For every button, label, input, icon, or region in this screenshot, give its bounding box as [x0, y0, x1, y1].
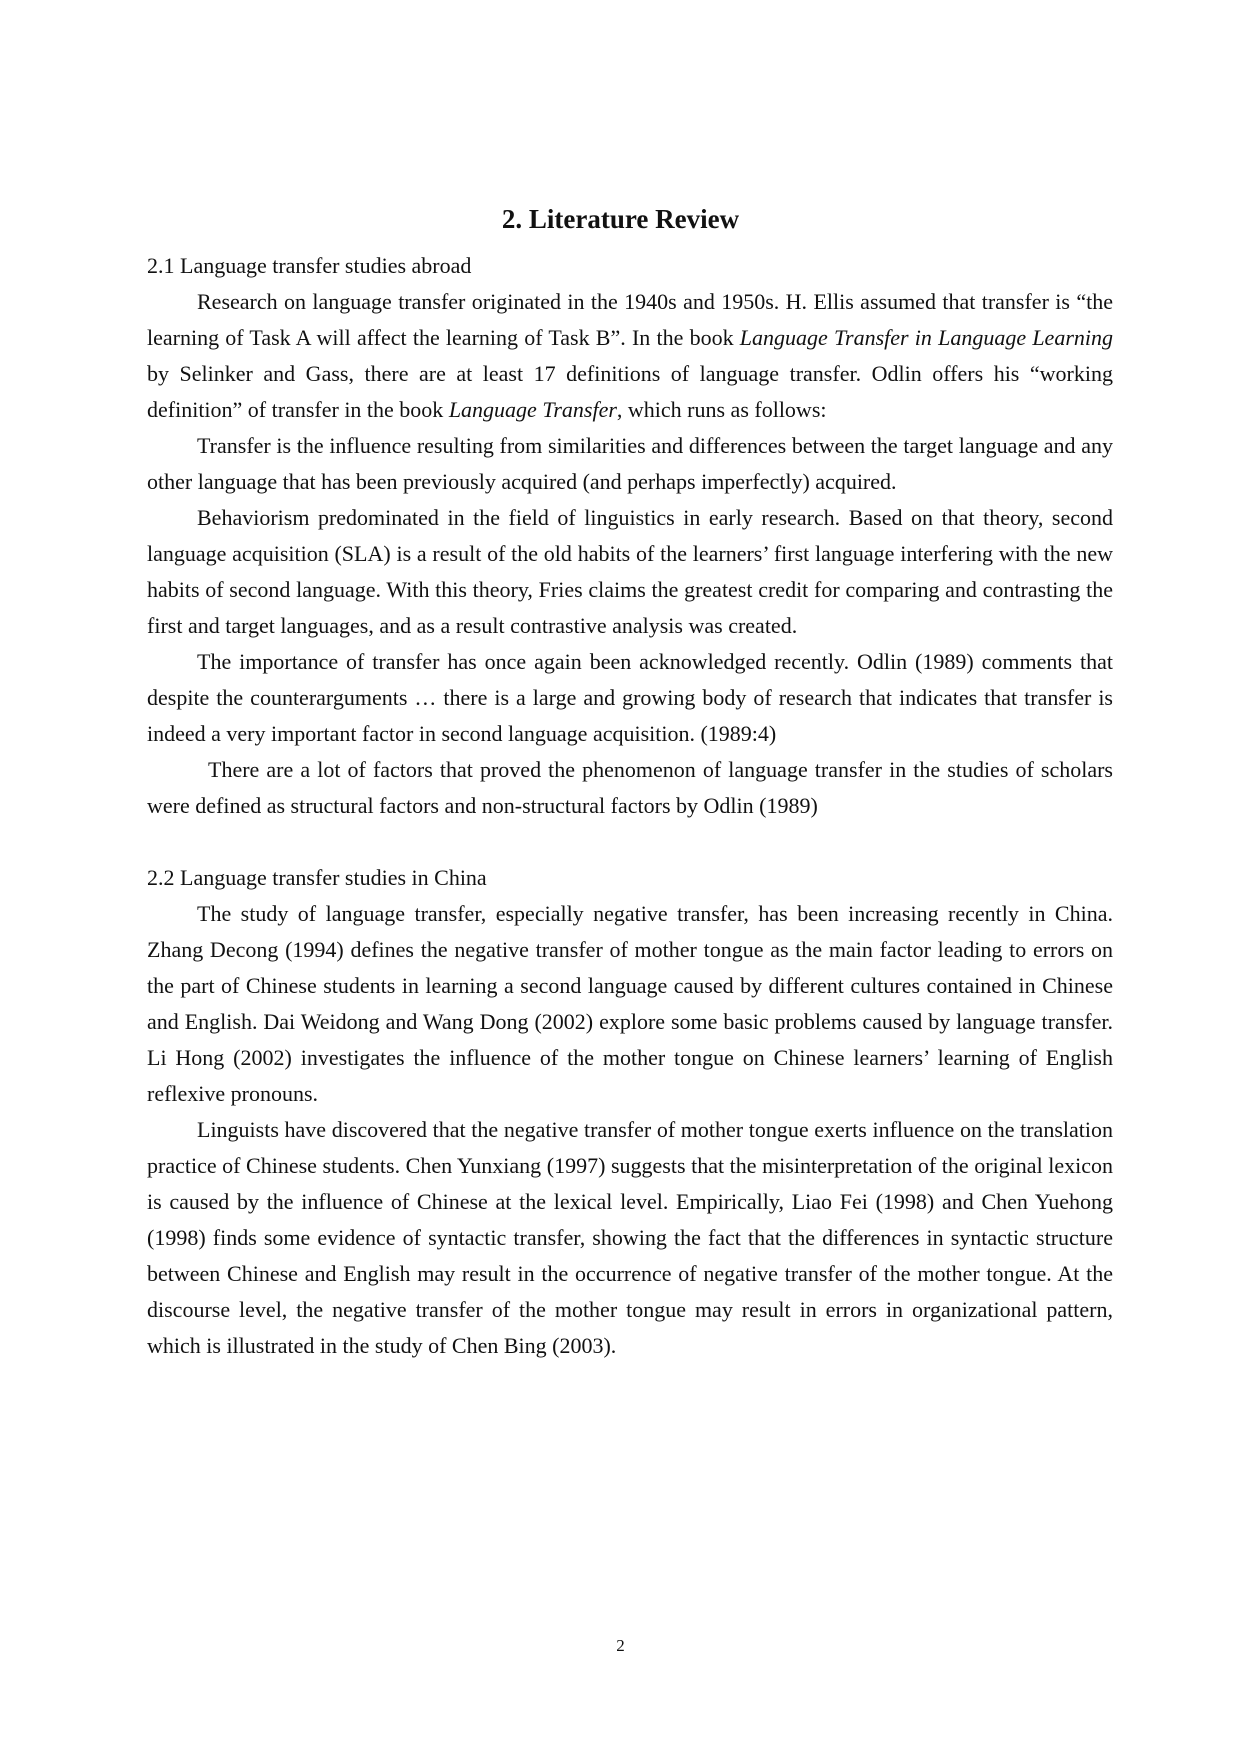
paragraph-factors: There are a lot of factors that proved the phenomenon of language transfer in the studies of scholars were defined as structural factors and non-structural factors by Odlin (1989): [147, 757, 1113, 818]
paragraph-studies-in-china: The study of language transfer, especially negative transfer, has been increasing recently in China. Zhang Decong (1994) defines the negative transfer of mother tongue as the main factor leading to errors on the part of Chinese students in learning a second language caused by different cultures contained in Chinese and English. Dai Weidong and Wang Dong (2002) explore some basic problems caused by language transfer. Li Hong (2002) investigates the influence of the mother tongue on Chinese learners’ learning of English reflexive pronouns.: [147, 901, 1113, 1106]
paragraph-importance-of-transfer: The importance of transfer has once again been acknowledged recently. Odlin (1989) comments that despite the counterarguments … there is a large and growing body of research that indicates that transfer is indeed a very important factor in second language acquisition. (1989:4): [147, 649, 1113, 746]
paragraph-origin-of-transfer: [147, 284, 1113, 428]
document-body: [147, 248, 1113, 1364]
book-title-italic: Language Transfer: [448, 397, 617, 422]
section-heading-china: 2.2 Language transfer studies in China: [147, 865, 487, 890]
section-heading-abroad: 2.1 Language transfer studies abroad: [147, 253, 472, 278]
book-title-italic: Language Transfer in Language Learning: [739, 325, 1113, 350]
page-title: 2. Literature Review: [501, 204, 740, 235]
paragraph-transfer-definition: Transfer is the influence resulting from similarities and differences between the target language and any other language that has been previously acquired (and perhaps imperfectly) acquired.: [147, 433, 1113, 494]
paragraph-translation-practice: Linguists have discovered that the negative transfer of mother tongue exerts influence on the translation practice of Chinese students. Chen Yunxiang (1997) suggests that the misinterpretation of the original lexicon is caused by the influence of Chinese at the lexical level. Empirically, Liao Fei (1998) and Chen Yuehong (1998) finds some evidence of syntactic transfer, showing the fact that the differences in syntactic structure between Chinese and English may result in the occurrence of negative transfer of the mother tongue. At the discourse level, the negative transfer of the mother tongue may result in errors in organizational pattern, which is illustrated in the study of Chen Bing (2003).: [147, 1117, 1113, 1358]
paragraph-behaviorism: Behaviorism predominated in the field of linguistics in early research. Based on that theory, second language acquisition (SLA) is a result of the old habits of the learners’ first language interfering with the new habits of second language. With this theory, Fries claims the greatest credit for comparing and contrasting the first and target languages, and as a result contrastive analysis was created.: [147, 505, 1113, 638]
paragraph-text: , which runs as follows:: [616, 397, 827, 422]
paragraph-text: Research on language transfer originated in the 1940s and 1950s. H. Ellis assumed that transfer is “the learning of Task A will affect the learning of Task B”. In the book: [147, 289, 1113, 350]
section-spacer: [147, 824, 1113, 860]
page-number: 2: [616, 1636, 625, 1655]
paragraph-text: by Selinker and Gass, there are at least 17 definitions of language transfer. Odlin offers his “working definition” of transfer in the book: [147, 361, 1113, 422]
